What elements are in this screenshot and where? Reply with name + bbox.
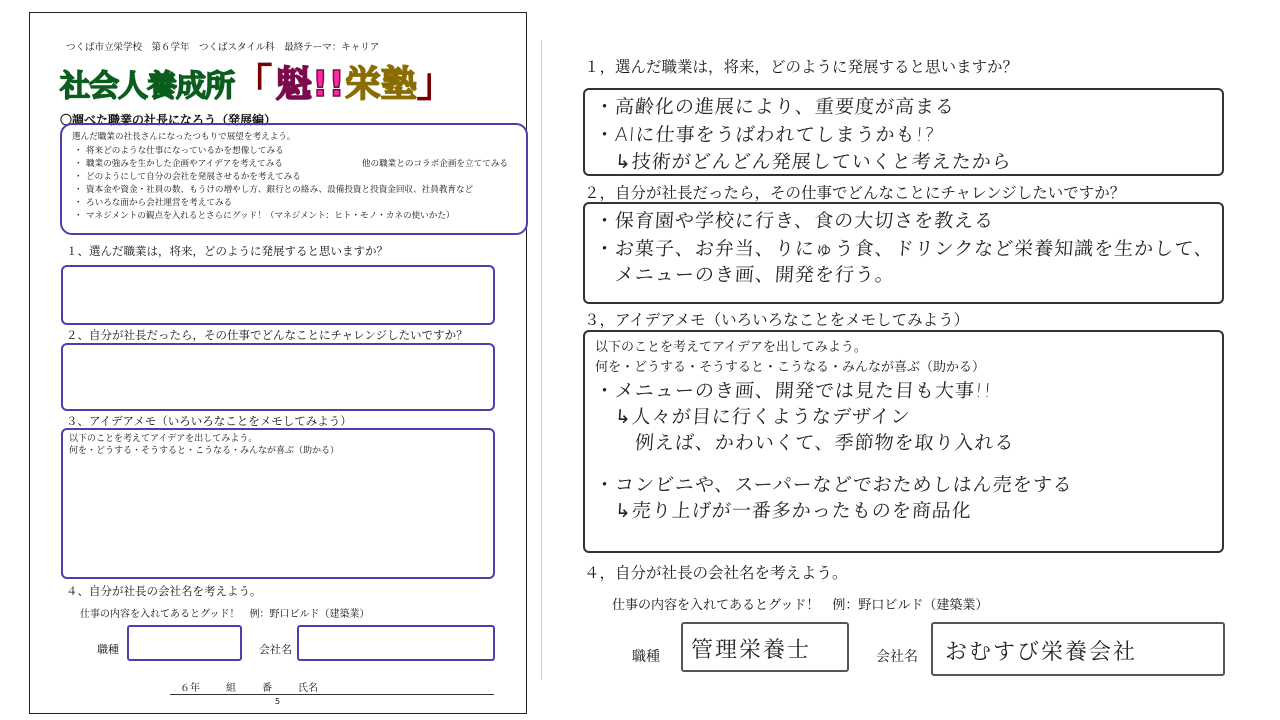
answer-box-1[interactable]	[583, 88, 1224, 176]
filled-worksheet	[540, 40, 1280, 680]
guide-item: ・ マネジメントの観点を入れるとさらにグッド！（マネジメント：ヒト・モノ・カネの使いかた）	[72, 210, 516, 223]
job-type-box[interactable]	[127, 625, 242, 661]
answer-1-line: ↳技術がどんどん発展していくと考えたから	[594, 151, 1013, 173]
guide-box	[60, 123, 528, 235]
worksheet-subtitle: 〇調べた職業の社長になろう（発展編）	[60, 113, 277, 127]
answer-box-1[interactable]	[61, 265, 495, 325]
question-1-label: １，選んだ職業は，将来，どのように発展すると思いますか？	[584, 58, 1019, 76]
company-name-value: おむすび栄養会社	[945, 640, 1138, 665]
question-2-label: ２、自分が社長だったら，その仕事でどんなことにチャレンジしたいですか？	[66, 328, 468, 342]
idea-memo-box[interactable]	[583, 330, 1224, 553]
company-name-tip: 仕事の内容を入れてあるとグッド！ 例：野口ビルド（建築業）	[80, 609, 370, 620]
guide-item	[72, 158, 516, 171]
guide-item: ・ 資本金や資金・社員の数、もうけの増やし方、銀行との絡み、設備投資と投資金回収、社員教育など	[72, 184, 516, 197]
job-type-label: 職種	[97, 643, 119, 656]
guide-item: ・ どのようにして自分の会社を発展させるかを考えてみる	[72, 171, 516, 184]
logo-close-bracket: 」	[416, 61, 455, 105]
memo-instruction: 以下のことを考えてアイデアを出してみよう。	[595, 340, 867, 355]
memo-prompt: 何を・どうする・そうすると・こうなる・みんなが喜ぶ（助かる）	[595, 360, 986, 375]
answer-2-line: ・保育園や学校に行き、食の大切さを教える	[594, 210, 995, 232]
answer-1-line: ・AIに仕事をうばわれてしまうかも!?	[594, 124, 936, 146]
question-1-label: １、選んだ職業は，将来，どのように発展すると思いますか？	[66, 244, 388, 258]
job-type-box[interactable]	[681, 622, 849, 672]
memo-prompt: 何を・どうする・そうすると・こうなる・みんなが喜ぶ（助かる）	[69, 446, 340, 456]
company-name-tip: 仕事の内容を入れてあるとグッド！ 例：野口ビルド（建築業）	[612, 598, 989, 613]
question-2-label: ２，自分が社長だったら，その仕事でどんなことにチャレンジしたいですか？	[584, 184, 1126, 202]
company-name-box[interactable]	[931, 622, 1225, 676]
answer-2-line: ・お菓子、お弁当、りにゅう食、ドリンクなど栄養知識を生かして、	[594, 238, 1215, 260]
idea-line: ・コンビニや、スーパーなどでおためしはん売をする	[594, 474, 1074, 496]
guide-list	[72, 145, 516, 223]
guide-item-right: 他の職業とのコラボ企画を立ててみる	[361, 159, 508, 169]
student-info-line	[170, 679, 494, 695]
job-type-value: 管理栄養士	[691, 638, 812, 663]
logo-text-sakigake: 魁!!	[276, 64, 345, 105]
worksheet-header: つくば市立栄学校 第６学年 つくばスタイル科 最終テーマ：キャリア	[66, 42, 380, 53]
idea-line: ・メニューのき画、開発では見た目も大事!!	[594, 380, 993, 402]
answer-1-line: ・高齢化の進展により、重要度が高まる	[594, 96, 956, 118]
answer-box-2[interactable]	[583, 202, 1224, 304]
question-4-label: ４，自分が社長の会社名を考えよう。	[584, 564, 848, 582]
logo-text-sakaejuku: 栄塾	[344, 64, 417, 105]
company-name-label: 会社名	[876, 649, 918, 665]
memo-instruction: 以下のことを考えてアイデアを出してみよう。	[69, 434, 258, 444]
idea-line: ↳人々が目に行くようなデザイン	[594, 406, 912, 428]
logo-open-bracket: 「	[234, 61, 273, 105]
blank-worksheet	[29, 12, 527, 714]
job-type-label: 職種	[632, 649, 660, 665]
guide-lead: 選んだ職業の社長さんになったつもりで展望を考えよう。	[72, 132, 296, 142]
guide-item: ・ 将来どのような仕事になっているかを想像してみる	[72, 145, 516, 158]
idea-memo-box[interactable]	[61, 428, 495, 579]
answer-2-line: メニューのき画、開発を行う。	[594, 264, 896, 286]
number-label: 番	[262, 683, 272, 694]
guide-item-continued	[72, 197, 516, 210]
guide-item-text: ・ 職業の強みを生かした企画やアイデアを考えてみる	[86, 159, 283, 169]
guide-item-cont-text: ろいろな面から会社運営を考えてみる	[86, 198, 233, 208]
idea-line: 例えば、かわいくて、季節物を取り入れる	[594, 432, 1016, 454]
class-label: 組	[226, 683, 236, 694]
company-name-box[interactable]	[297, 625, 495, 661]
grade-label: ６年	[180, 683, 200, 694]
company-name-label: 会社名	[259, 643, 292, 656]
question-4-label: ４、自分が社長の会社名を考えよう。	[66, 584, 262, 598]
page-number: 5	[275, 697, 281, 706]
idea-line: ↳売り上げが一番多かったものを商品化	[594, 500, 973, 522]
program-logo	[60, 57, 455, 109]
question-3-label: ３、アイデアメモ（いろいろなことをメモしてみよう）	[66, 414, 352, 428]
name-label: 氏名	[298, 683, 318, 694]
answer-box-2[interactable]	[61, 343, 495, 411]
question-3-label: ３，アイデアメモ（いろいろなことをメモしてみよう）	[584, 311, 970, 329]
logo-text-main: 社会人養成所	[60, 69, 234, 104]
